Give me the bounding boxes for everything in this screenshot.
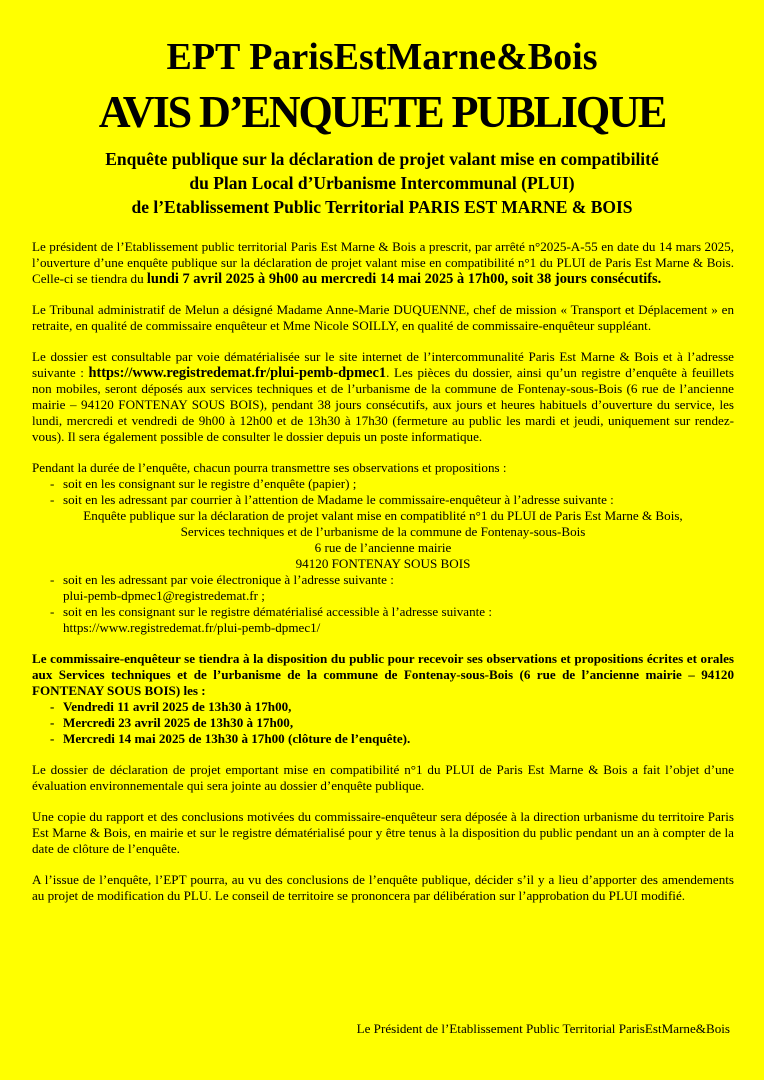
- dossier-text-before: Le dossier est consultable par voie dématérialisée sur le site internet de l’intercommunalité Paris Est Marne & Bois et à l’adresse suivante :: [32, 349, 734, 380]
- email-address[interactable]: plui-pemb-dpmec1@registredemat.fr ;: [63, 588, 265, 603]
- paragraph-rapport: Une copie du rapport et des conclusions motivées du commissaire-enquêteur sera déposée à la direction urbanisme du territoire Paris Est Marne & Bois, en mairie et sur le registre dématérialisé pour y être tenus à la disposition du public pendant un an à compter de la date de clôture de l’enquête.: [32, 809, 734, 856]
- email-label: - soit en les adressant par voie électronique à l’adresse suivante :: [63, 572, 394, 587]
- observations-section: [32, 460, 734, 636]
- organization-title: EPT ParisEstMarne&Bois: [166, 36, 598, 78]
- enquiry-dates-end: .: [657, 271, 662, 287]
- notice-body: [32, 239, 734, 919]
- permanences-section: [32, 651, 734, 747]
- list-item: [50, 572, 734, 604]
- address-line: Services techniques et de l’urbanisme de la commune de Fontenay-sous-Bois: [180, 524, 586, 539]
- enquiry-dates: lundi 7 avril 2025 à 9h00 au mercredi 14 mai 2025 à 17h00, soit 38 jours consécutifs: [146, 271, 658, 287]
- signature: Le Président de l’Etablissement Public Territorial ParisEstMarne&Bois: [356, 1021, 730, 1036]
- list-item: - soit en les adressant par courrier à l’attention de Madame le commissaire-enquêteur à l’adresse suivante :: [50, 492, 734, 508]
- observations-list-electronic: [32, 572, 734, 636]
- notice-title: AVIS D’ENQUETE PUBLIQUE: [98, 86, 666, 137]
- paragraph-dossier: [32, 349, 734, 445]
- observations-list: [32, 476, 734, 508]
- permanence-date: - Mercredi 14 mai 2025 de 13h30 à 17h00 (clôture de l’enquête).: [50, 731, 734, 747]
- paragraph-commissioner: Le Tribunal administratif de Melun a désigné Madame Anne-Marie DUQUENNE, chef de mission « Transport et Déplacement » en retraite, en qualité de commissaire enquêteur et Mme Nicole SOILLY, en qualité de commissaire-enquêteur suppléant.: [32, 302, 734, 333]
- permanence-date: - Mercredi 23 avril 2025 de 13h30 à 17h00,: [50, 715, 734, 731]
- paragraph-prescription: [32, 239, 734, 287]
- registre-url-link[interactable]: https://www.registredemat.fr/plui-pemb-dpmec1: [88, 365, 387, 381]
- notice-subtitle: [0, 147, 764, 219]
- postal-address: [32, 508, 734, 572]
- permanences-list: [32, 699, 734, 747]
- permanences-intro: Le commissaire-enquêteur se tiendra à la disposition du public pour recevoir ses observations et propositions écrites et orales aux Services techniques et de l’urbanisme de la commune de Fontenay-sous-Bois (6 rue de l’ancienne mairie – 94120 FONTENAY SOUS BOIS) les :: [32, 651, 734, 698]
- prescription-text: Le président de l’Etablissement public territorial Paris Est Marne & Bois a prescrit, par arrêté n°2025-A-55 en date du 14 mars 2025, l’ouverture d’une enquête publique sur la déclaration de projet valant mise en compatibilité n°1 du PLUI de Paris Est Marne & Bois. Celle-ci se tiendra du: [32, 239, 734, 286]
- address-line: 94120 FONTENAY SOUS BOIS: [295, 556, 471, 571]
- paragraph-issue: A l’issue de l’enquête, l’EPT pourra, au vu des conclusions de l’enquête publique, décider s’il y a lieu d’apporter des amendements au projet de modification du PLU. Le conseil de territoire se prononcera par délibération sur l’approbation du PLUI modifié.: [32, 872, 734, 903]
- paragraph-evaluation: Le dossier de déclaration de projet emportant mise en compatibilité n°1 du PLUI de Paris Est Marne & Bois a fait l’objet d’une évaluation environnementale qui sera jointe au dossier d’enquête publique.: [32, 762, 734, 793]
- address-line: Enquête publique sur la déclaration de projet valant mise en compatiblité n°1 du PLUI de Paris Est Marne & Bois,: [83, 508, 683, 523]
- subtitle-line: du Plan Local d’Urbanisme Intercommunal (PLUI): [189, 173, 575, 193]
- subtitle-line: Enquête publique sur la déclaration de projet valant mise en compatibilité: [105, 149, 659, 169]
- address-line: 6 rue de l’ancienne mairie: [314, 540, 452, 555]
- list-item: - soit en les consignant sur le registre d’enquête (papier) ;: [50, 476, 734, 492]
- observations-intro: Pendant la durée de l’enquête, chacun pourra transmettre ses observations et propositions :: [32, 460, 507, 475]
- list-item: [50, 604, 734, 636]
- registre-url[interactable]: https://www.registredemat.fr/plui-pemb-dpmec1/: [63, 620, 321, 635]
- permanence-date: - Vendredi 11 avril 2025 de 13h30 à 17h00,: [50, 699, 734, 715]
- dossier-text-after: . Les pièces du dossier, ainsi qu’un registre d’enquête à feuillets non mobiles, seront déposés aux services techniques et de l’urbanisme de la commune de Fontenay-sous-Bois (6 rue de l’ancienne mairie – 94120 FONTENAY SOUS BOIS), pendant 38 jours consécutifs, aux jours et heures habituels d’ouverture du service, les lundi, mercredi et vendredi de 9h00 à 12h00 et de 13h30 à 17h30 (fermeture au public les mardi et jeudi, uniquement sur rendez-vous). Il sera également possible de consulter le dossier depuis un poste informatique.: [32, 365, 734, 444]
- registre-label: - soit en les consignant sur le registre dématérialisé accessible à l’adresse suivante :: [63, 604, 493, 619]
- subtitle-line: de l’Etablissement Public Territorial PARIS EST MARNE & BOIS: [131, 197, 633, 217]
